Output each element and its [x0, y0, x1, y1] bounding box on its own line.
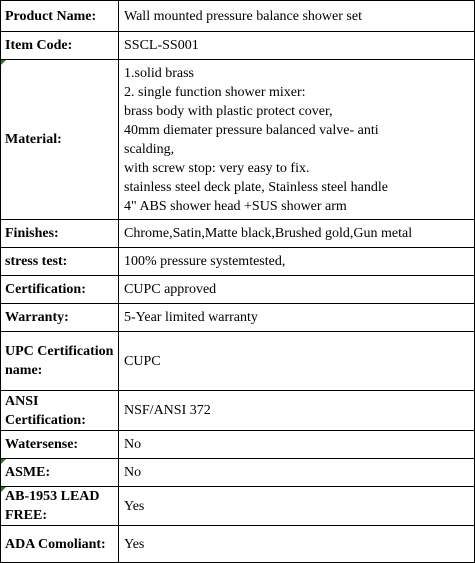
spec-value: SSCL-SS001	[119, 32, 475, 60]
spec-row-asme	[1, 459, 475, 487]
spec-row-warranty	[1, 304, 475, 332]
spec-label-text: Material:	[5, 132, 62, 147]
spec-label-text: AB-1953 LEAD FREE:	[5, 489, 100, 523]
spec-row-item-code	[1, 32, 475, 60]
spec-row-ansi-certification	[1, 391, 475, 431]
spec-label: stress test:	[1, 248, 119, 276]
cell-marker	[1, 487, 6, 492]
spec-label: Certification:	[1, 276, 119, 304]
spec-value: No	[119, 459, 475, 487]
spec-row-ada	[1, 526, 475, 563]
material-line: with screw stop: very easy to fix.	[124, 160, 310, 176]
spec-value-text: Chrome,Satin,Matte black,Brushed gold,Gun metal	[124, 226, 413, 241]
material-line: scalding,	[124, 141, 175, 157]
spec-label: Item Code:	[1, 32, 119, 60]
spec-row-material	[1, 60, 475, 220]
spec-label	[1, 391, 119, 431]
spec-value: CUPC approved	[119, 276, 475, 304]
spec-label: Product Name:	[1, 1, 119, 32]
spec-label-text: UPC Certification name:	[5, 344, 114, 378]
cell-marker	[1, 60, 6, 65]
spec-value: No	[119, 431, 475, 459]
spec-row-finishes	[1, 220, 475, 248]
cell-marker	[1, 459, 6, 464]
spec-label: Watersense:	[1, 431, 119, 459]
spec-value: Yes	[119, 526, 475, 563]
spec-row-stress-test	[1, 248, 475, 276]
spec-label: Warranty:	[1, 304, 119, 332]
spec-value: Wall mounted pressure balance shower set	[119, 1, 475, 32]
spec-label	[1, 459, 119, 487]
material-line: 2. single function shower mixer:	[124, 84, 306, 100]
spec-label	[1, 60, 119, 220]
spec-label-text: ANSI Certification:	[5, 393, 86, 428]
spec-row-certification	[1, 276, 475, 304]
spec-value: Yes	[119, 487, 475, 526]
spec-row-product-name	[1, 1, 475, 32]
spec-value: 100% pressure systemtested,	[119, 248, 475, 276]
spec-label-text: ADA Comoliant:	[5, 536, 106, 552]
spec-value: CUPC	[119, 332, 475, 391]
spec-label	[1, 332, 119, 391]
material-line: brass body with plastic protect cover,	[124, 103, 333, 119]
spec-label: Finishes:	[1, 220, 119, 248]
material-line: 1.solid brass	[124, 65, 194, 81]
spec-row-upc-certification	[1, 332, 475, 391]
spec-value: 5-Year limited warranty	[119, 304, 475, 332]
spec-label	[1, 487, 119, 526]
material-line: 4" ABS shower head +SUS shower arm	[124, 198, 347, 214]
spec-row-lead-free	[1, 487, 475, 526]
spec-value	[119, 220, 475, 248]
spec-value-material	[119, 60, 475, 220]
material-line: 40mm diemater pressure balanced valve- anti	[124, 122, 379, 138]
spec-value: NSF/ANSI 372	[119, 391, 475, 431]
spec-row-watersense	[1, 431, 475, 459]
material-line: stainless steel deck plate, Stainless steel handle	[124, 179, 388, 195]
spec-label-text: ASME:	[5, 465, 51, 480]
spec-label	[1, 526, 119, 563]
